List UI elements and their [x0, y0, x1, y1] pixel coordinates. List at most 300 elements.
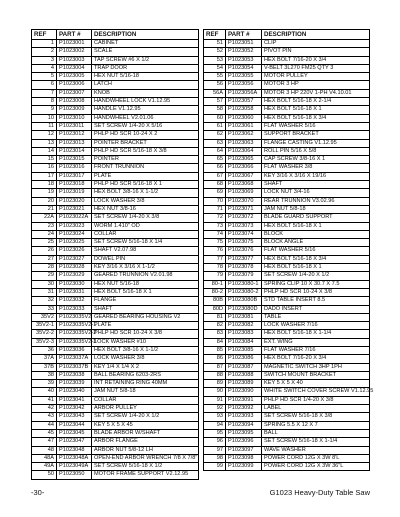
description-cell: HEX BOLT 5/16-18 X 3/4	[262, 114, 370, 122]
ref-cell: 77	[204, 255, 226, 263]
part-number-cell: P1023094	[226, 421, 262, 429]
description-cell: V-BELT 3L270 FM25 QTY 3	[262, 64, 370, 72]
description-cell: LOCK WASHER 3/8	[92, 197, 199, 205]
description-cell: SET SCREW 1/4-20 X 1/2	[92, 413, 199, 421]
description-cell: EXT. WING	[262, 338, 370, 346]
table-row	[204, 114, 370, 122]
table-row	[204, 181, 370, 189]
ref-cell: 2	[32, 48, 57, 56]
parts-table-body	[32, 40, 199, 480]
part-number-cell: P1023080-1	[226, 280, 262, 288]
part-number-cell: P1023001	[57, 40, 92, 48]
ref-cell: 85	[204, 346, 226, 354]
table-row	[32, 73, 199, 81]
part-number-cell: P1023085	[226, 346, 262, 354]
ref-cell: 86	[204, 355, 226, 363]
table-row	[32, 421, 199, 429]
part-number-cell: P1023097	[226, 446, 262, 454]
ref-cell: 21	[32, 205, 57, 213]
part-number-cell: P1023053	[226, 56, 262, 64]
ref-cell: 84	[204, 338, 226, 346]
table-row	[32, 64, 199, 72]
table-row	[32, 413, 199, 421]
ref-cell: 19	[32, 189, 57, 197]
part-number-cell: P1023076	[226, 247, 262, 255]
table-row	[204, 288, 370, 296]
part-number-cell: P1023040	[57, 388, 92, 396]
table-row	[204, 106, 370, 114]
part-number-cell: P1023082	[226, 322, 262, 330]
description-cell: FLAT WASHER 5/16	[262, 122, 370, 130]
description-cell: PHLP HD SCR 5/16-18 X 1	[92, 181, 199, 189]
ref-cell: 94	[204, 421, 226, 429]
part-number-cell: P1023083	[226, 330, 262, 338]
table-row	[32, 255, 199, 263]
description-cell: HEX NUT 5/16-18	[92, 73, 199, 81]
table-row	[32, 355, 199, 363]
part-number-cell: P1023029	[57, 272, 92, 280]
description-cell: ARBOR FLANGE	[92, 438, 199, 446]
ref-cell: 11	[32, 122, 57, 130]
ref-cell: 74	[204, 230, 226, 238]
description-cell: BLOCK ANGLE	[262, 239, 370, 247]
ref-cell: 29	[32, 272, 57, 280]
ref-cell: 43	[32, 413, 57, 421]
table-row	[32, 272, 199, 280]
table-row	[204, 330, 370, 338]
description-cell: KEY 5 X 5 X 40	[262, 380, 370, 388]
description-cell: PLATE	[92, 172, 199, 180]
ref-cell: 45	[32, 429, 57, 437]
description-cell: DOWEL PIN	[92, 255, 199, 263]
description-cell: TAP SCREW #6 X 1/2	[92, 56, 199, 64]
part-number-cell: P1023093	[226, 413, 262, 421]
ref-cell: 58	[204, 106, 226, 114]
description-cell: BALL	[262, 429, 370, 437]
part-number-cell: P1023043	[57, 413, 92, 421]
part-number-cell: P1023080-2	[226, 288, 262, 296]
table-row	[32, 40, 199, 48]
part-number-cell: P1023073	[226, 222, 262, 230]
part-number-cell: P1023050	[57, 471, 92, 479]
part-number-cell: P1023030	[57, 280, 92, 288]
part-number-cell: P1023012	[57, 131, 92, 139]
part-number-cell: P1023084	[226, 338, 262, 346]
ref-cell: 80-1	[204, 280, 226, 288]
table-row	[204, 388, 370, 396]
description-cell: CAP SCREW 3/8-16 X 1	[262, 156, 370, 164]
table-row	[32, 280, 199, 288]
part-number-cell: P1023067	[226, 172, 262, 180]
part-number-cell: P1023098	[226, 454, 262, 462]
ref-cell: 60	[204, 114, 226, 122]
ref-cell: 38	[32, 371, 57, 379]
ref-cell: 51	[204, 40, 226, 48]
part-number-cell: P1023039	[57, 380, 92, 388]
ref-cell: 83	[204, 330, 226, 338]
table-row	[204, 371, 370, 379]
part-number-cell: P1023024	[57, 230, 92, 238]
description-cell: SET SCREW 1/4-20 X 3/8	[92, 214, 199, 222]
description-cell: KEY 1/4 X 1/4 X 2	[92, 363, 199, 371]
part-number-cell: P1023036	[57, 346, 92, 354]
part-number-cell: P1023003	[57, 56, 92, 64]
ref-cell: 71	[204, 205, 226, 213]
ref-cell: 93	[204, 413, 226, 421]
table-row	[204, 421, 370, 429]
table-row	[204, 73, 370, 81]
part-number-cell: P1023087	[226, 363, 262, 371]
ref-cell: 78	[204, 264, 226, 272]
ref-cell: 20	[32, 197, 57, 205]
ref-cell: 30	[32, 280, 57, 288]
ref-cell: 92	[204, 405, 226, 413]
part-number-cell: P1023090	[226, 388, 262, 396]
ref-cell: 13	[32, 139, 57, 147]
description-cell: POWER CORD 12G X 3W 36"L	[262, 463, 370, 471]
table-row	[204, 172, 370, 180]
ref-cell: 49A	[32, 463, 57, 471]
ref-cell: 36	[32, 346, 57, 354]
part-number-cell: P1023014	[57, 147, 92, 155]
part-number-cell: P1023089	[226, 380, 262, 388]
description-cell: SET SCREW 1/4-20 X 5/16	[92, 122, 199, 130]
ref-cell: 5	[32, 73, 57, 81]
part-number-cell: P1023038	[57, 371, 92, 379]
ref-cell: 48A	[32, 454, 57, 462]
description-cell: LOCK WASHER #10	[92, 338, 199, 346]
ref-cell: 88	[204, 371, 226, 379]
table-row	[32, 205, 199, 213]
part-number-cell: P1023072	[226, 214, 262, 222]
table-row	[204, 247, 370, 255]
part-number-cell: P1023062	[226, 131, 262, 139]
description-cell: PHLP HD SCR 10-24 X 2	[92, 131, 199, 139]
description-cell: SET SCREW 1/4-20 X 1/2	[262, 272, 370, 280]
description-cell: HEX BOLT 5/16-18 X 1-1/4	[262, 330, 370, 338]
table-row	[204, 297, 370, 305]
ref-cell: 79	[204, 272, 226, 280]
description-cell: HEX BOLT 7/16-20 X 3/4	[262, 355, 370, 363]
part-number-cell: P1023061	[226, 122, 262, 130]
part-number-cell: P1023013	[57, 139, 92, 147]
description-cell: BLADE GUARD SUPPORT	[262, 214, 370, 222]
table-row	[32, 106, 199, 114]
table-row	[32, 164, 199, 172]
table-row	[32, 264, 199, 272]
description-cell: SPRING 5.5 X 12 X 7	[262, 421, 370, 429]
description-cell: KEY 3/16 X 3/16 X 1-1/2	[92, 264, 199, 272]
description-cell: SET SCREW 5/16-18 X 1-1/4	[262, 438, 370, 446]
table-header	[32, 30, 199, 40]
ref-cell: 27	[32, 255, 57, 263]
ref-header: REF	[204, 30, 226, 40]
description-cell: TRAP DOOR	[92, 64, 199, 72]
part-number-cell: P1023044	[57, 421, 92, 429]
table-row	[204, 322, 370, 330]
part-number-cell: P1023056A	[226, 89, 262, 97]
ref-header: REF	[32, 30, 57, 40]
part-header: PART #	[57, 30, 92, 40]
description-cell: JAM NUT 5/8-18	[262, 205, 370, 213]
table-row	[204, 454, 370, 462]
table-row	[32, 363, 199, 371]
description-cell: BLOCK	[262, 230, 370, 238]
part-number-cell: P1023037A	[57, 355, 92, 363]
table-row	[204, 380, 370, 388]
table-row	[32, 197, 199, 205]
ref-cell: 98	[204, 454, 226, 462]
ref-cell: 61	[204, 122, 226, 130]
table-row	[32, 288, 199, 296]
description-cell: OPEN-END ARBOR WRENCH 7/8 X 7/8"	[92, 454, 199, 462]
description-cell: MOTOR 3 HP 220V 1-PH V4.10.01	[262, 89, 370, 97]
ref-cell: 80-2	[204, 288, 226, 296]
table-row	[204, 396, 370, 404]
table-row	[32, 446, 199, 454]
description-cell: GEARED BEARING HOUSING V2	[92, 313, 199, 321]
description-cell: SET SCREW 5/16-18 X 1/2	[92, 463, 199, 471]
ref-cell: 73	[204, 222, 226, 230]
description-cell: ARBOR PULLEY	[92, 405, 199, 413]
description-cell: HANDWHEEL LOCK V1.12.95	[92, 98, 199, 106]
part-number-cell: P1023080D	[226, 305, 262, 313]
description-cell: SUPPORT BRACKET	[262, 131, 370, 139]
description-cell: FRONT TRUNNION	[92, 164, 199, 172]
table-row	[204, 230, 370, 238]
part-number-cell: P1023049A	[57, 463, 92, 471]
ref-cell: 56	[204, 81, 226, 89]
ref-cell: 72	[204, 214, 226, 222]
table-row	[204, 272, 370, 280]
description-cell: MAGNETIC SWITCH 3HP 1PH	[262, 363, 370, 371]
description-cell: KEY 5 X 5 X 45	[92, 421, 199, 429]
part-number-cell: P1023017	[57, 172, 92, 180]
part-number-cell: P1023055	[226, 73, 262, 81]
description-cell: JAM NUT 5/8-18	[92, 388, 199, 396]
description-header: DESCRIPTION	[262, 30, 370, 40]
ref-cell: 99	[204, 463, 226, 471]
part-number-cell: P1023060	[226, 114, 262, 122]
description-cell: FLAT WASHER 5/16	[262, 247, 370, 255]
part-number-cell: P1023010	[57, 114, 92, 122]
ref-cell: 76	[204, 247, 226, 255]
table-row	[204, 147, 370, 155]
table-row	[204, 446, 370, 454]
ref-cell: 56A	[204, 89, 226, 97]
table-row	[32, 338, 199, 346]
table-row	[204, 338, 370, 346]
part-number-cell: P1023045	[57, 429, 92, 437]
part-number-cell: P1023075	[226, 239, 262, 247]
description-cell: COLLAR	[92, 396, 199, 404]
table-row	[32, 172, 199, 180]
part-number-cell: P1023042	[57, 405, 92, 413]
description-cell: STD TABLE INSERT 8.5	[262, 297, 370, 305]
ref-cell: 41	[32, 396, 57, 404]
part-number-cell: P1023041	[57, 396, 92, 404]
part-number-cell: P1023063	[226, 139, 262, 147]
ref-cell: 48	[32, 446, 57, 454]
ref-cell: 23	[32, 222, 57, 230]
ref-cell: 97	[204, 446, 226, 454]
description-cell: LOCK WASHER 7/16	[262, 322, 370, 330]
table-row	[204, 346, 370, 354]
ref-cell: 82	[204, 322, 226, 330]
table-row	[32, 463, 199, 471]
part-number-cell: P1023018	[57, 181, 92, 189]
ref-cell: 55	[204, 73, 226, 81]
table-row	[32, 131, 199, 139]
part-number-cell: P1023057	[226, 98, 262, 106]
ref-cell: 35V2-3	[32, 338, 57, 346]
description-cell: HEX BOLT 5/16-18 X 1	[92, 288, 199, 296]
part-number-cell: P1023065	[226, 156, 262, 164]
part-number-cell: P1023027	[57, 255, 92, 263]
table-row	[32, 380, 199, 388]
description-cell: LOCK NUT 3/4-16	[262, 189, 370, 197]
part-number-cell: P1023079	[226, 272, 262, 280]
table-row	[204, 164, 370, 172]
part-number-cell: P1023006	[57, 81, 92, 89]
description-cell: REAR TRUNNION V3.02.96	[262, 197, 370, 205]
part-number-cell: P1023071	[226, 205, 262, 213]
ref-cell: 91	[204, 396, 226, 404]
page-number: -30-	[31, 488, 45, 497]
table-row	[32, 346, 199, 354]
ref-cell: 66	[204, 164, 226, 172]
description-cell: WAVE WASHER	[262, 446, 370, 454]
part-number-cell: P1023021	[57, 205, 92, 213]
part-number-cell: P1023015	[57, 156, 92, 164]
ref-cell: 6	[32, 81, 57, 89]
table-row	[32, 471, 199, 479]
table-row	[32, 181, 199, 189]
part-number-cell: P1023005	[57, 73, 92, 81]
table-row	[204, 81, 370, 89]
ref-cell: 81	[204, 313, 226, 321]
description-cell: GEARED TRUNNION V2.01.98	[92, 272, 199, 280]
ref-cell: 15	[32, 156, 57, 164]
description-cell: HEX BOLT 7/16-20 X 3/4	[262, 56, 370, 64]
ref-cell: 89	[204, 380, 226, 388]
part-number-cell: P1023074	[226, 230, 262, 238]
ref-cell: 80D	[204, 305, 226, 313]
description-cell: INT RETAINING RING 40MM	[92, 380, 199, 388]
ref-cell: 69	[204, 189, 226, 197]
part-number-cell: P1023026	[57, 247, 92, 255]
part-number-cell: P1023002	[57, 48, 92, 56]
description-cell: HEX BOLT 3/8-16 X 1-1/2	[92, 346, 199, 354]
description-cell: PHLP HD SCR 5/16-18 X 3/8	[92, 147, 199, 155]
part-number-cell: P1023020	[57, 197, 92, 205]
table-row	[32, 98, 199, 106]
description-cell: POINTER BRACKET	[92, 139, 199, 147]
table-row	[32, 388, 199, 396]
table-row	[204, 131, 370, 139]
description-cell: FLANGE	[92, 297, 199, 305]
part-number-cell: P1023037B	[57, 363, 92, 371]
description-cell: MOTOR FRAME SUPPORT V2.12.95	[92, 471, 199, 479]
ref-cell: 1	[32, 40, 57, 48]
parts-table-left	[31, 29, 199, 480]
ref-cell: 39	[32, 380, 57, 388]
description-cell: WHITE SWITCH COVER SCREW V1.12.95	[262, 388, 370, 396]
part-number-cell: P1023068	[226, 181, 262, 189]
part-number-cell: P1023008	[57, 98, 92, 106]
part-number-cell: P1023056	[226, 81, 262, 89]
table-row	[204, 189, 370, 197]
ref-cell: 22A	[32, 214, 57, 222]
table-row	[32, 305, 199, 313]
part-number-cell: P1023092	[226, 405, 262, 413]
description-header: DESCRIPTION	[92, 30, 199, 40]
ref-cell: 35V2-2	[32, 330, 57, 338]
description-cell: PHLP HD SCR 10-24 X 3/8	[262, 288, 370, 296]
part-number-cell: P1023035V2-2	[57, 330, 92, 338]
table-row	[32, 371, 199, 379]
table-row	[32, 297, 199, 305]
ref-cell: 57	[204, 98, 226, 106]
ref-cell: 95	[204, 429, 226, 437]
description-cell: HEX BOLT 3/8-16 X 1-1/2	[92, 189, 199, 197]
part-number-cell: P1023078	[226, 264, 262, 272]
description-cell: CLIP	[262, 40, 370, 48]
table-row	[32, 48, 199, 56]
part-number-cell: P1023035V2-1	[57, 322, 92, 330]
part-number-cell: P1023019	[57, 189, 92, 197]
ref-cell: 26	[32, 247, 57, 255]
ref-cell: 37A	[32, 355, 57, 363]
table-row	[204, 139, 370, 147]
description-cell: LOCK WASHER 3/8	[92, 355, 199, 363]
part-header: PART #	[226, 30, 262, 40]
part-number-cell: P1023011	[57, 122, 92, 130]
part-number-cell: P1023023	[57, 222, 92, 230]
table-row	[204, 122, 370, 130]
table-row	[32, 89, 199, 97]
ref-cell: 87	[204, 363, 226, 371]
description-cell: MOTOR 3 HP	[262, 81, 370, 89]
table-row	[204, 197, 370, 205]
description-cell: PHLP HD SCR 1/4-20 X 3/8	[262, 396, 370, 404]
ref-cell: 54	[204, 64, 226, 72]
part-number-cell: P1023080B	[226, 297, 262, 305]
ref-cell: 16	[32, 164, 57, 172]
ref-cell: 17	[32, 172, 57, 180]
description-cell: FLANGE CASTING V1.12.95	[262, 139, 370, 147]
ref-cell: 10	[32, 114, 57, 122]
part-number-cell: P1023051	[226, 40, 262, 48]
table-header	[204, 30, 370, 40]
ref-cell: 70	[204, 197, 226, 205]
table-row	[204, 48, 370, 56]
ref-cell: 63	[204, 139, 226, 147]
table-row	[204, 429, 370, 437]
description-cell: SET SCREW 5/16-18 X 3/8	[262, 413, 370, 421]
description-cell: SPRING CLIP 10 X 30.7 X 7.5	[262, 280, 370, 288]
ref-cell: 35V2	[32, 313, 57, 321]
part-number-cell: P1023035V2	[57, 313, 92, 321]
description-cell: WORM 1.410" OD	[92, 222, 199, 230]
ref-cell: 40	[32, 388, 57, 396]
table-row	[32, 454, 199, 462]
description-cell: PIVOT PIN	[262, 48, 370, 56]
description-cell: SCALE	[92, 48, 199, 56]
ref-cell: 68	[204, 181, 226, 189]
table-row	[204, 438, 370, 446]
part-number-cell: P1023048A	[57, 454, 92, 462]
